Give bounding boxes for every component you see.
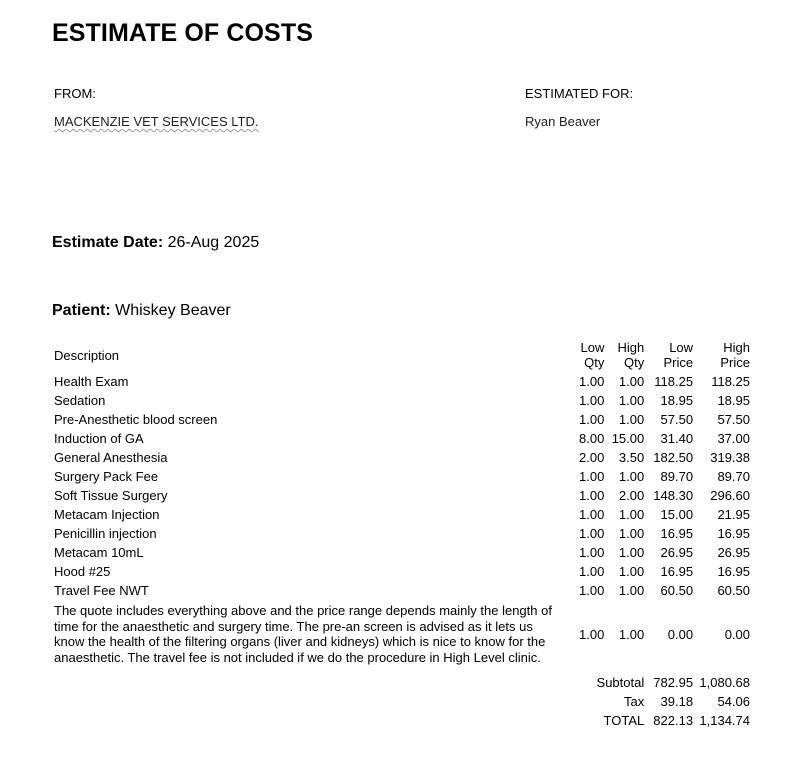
document-title: ESTIMATE OF COSTS bbox=[52, 19, 313, 47]
row-low-price: 18.95 bbox=[660, 393, 694, 408]
row-high-qty: 1.00 bbox=[618, 545, 645, 560]
row-low-qty: 1.00 bbox=[579, 626, 605, 642]
table-row bbox=[52, 448, 752, 467]
table-header-row bbox=[52, 338, 752, 372]
row-high-qty: 15.00 bbox=[611, 431, 645, 446]
row-low-price: 57.50 bbox=[660, 412, 694, 427]
row-low-price: 148.30 bbox=[653, 488, 694, 503]
row-low-price: 16.95 bbox=[660, 526, 694, 541]
row-high-qty: 2.00 bbox=[618, 488, 645, 503]
row-high-price: 37.00 bbox=[717, 431, 750, 446]
header-high-price-line1: High bbox=[723, 340, 750, 355]
header-low-qty bbox=[561, 338, 606, 372]
row-high-price: 89.70 bbox=[717, 469, 750, 484]
patient bbox=[52, 302, 231, 320]
row-high-price: 118.25 bbox=[711, 374, 750, 389]
row-low-price: 118.25 bbox=[654, 374, 694, 389]
row-description: Sedation bbox=[54, 393, 106, 408]
row-high-price: 26.95 bbox=[717, 545, 750, 560]
header-high-qty-line1: High bbox=[617, 340, 645, 355]
row-high-qty: 1.00 bbox=[618, 583, 645, 598]
row-description: Penicillin injection bbox=[54, 526, 157, 541]
from-value: MACKENZIE VET SERVICES LTD. bbox=[54, 114, 259, 129]
row-low-qty: 1.00 bbox=[579, 526, 605, 541]
row-high-price: 0.00 bbox=[724, 626, 750, 642]
row-low-qty: 1.00 bbox=[579, 412, 605, 427]
row-low-qty: 1.00 bbox=[579, 545, 605, 560]
row-low-qty: 1.00 bbox=[579, 488, 605, 503]
table-row bbox=[52, 467, 752, 486]
table-row-note bbox=[52, 600, 752, 668]
table-row bbox=[52, 410, 752, 429]
row-high-qty: 3.50 bbox=[618, 450, 645, 465]
row-description: Surgery Pack Fee bbox=[54, 469, 159, 484]
tax-low: 39.18 bbox=[660, 694, 694, 709]
header-low-price-line2: Price bbox=[663, 355, 694, 370]
table-row bbox=[52, 391, 752, 410]
row-high-price: 16.95 bbox=[717, 564, 750, 579]
row-high-qty: 1.00 bbox=[618, 412, 645, 427]
header-high-price-line2: Price bbox=[720, 355, 750, 370]
row-low-price: 182.50 bbox=[653, 450, 694, 465]
row-description: Hood #25 bbox=[54, 564, 111, 579]
row-low-qty: 1.00 bbox=[579, 469, 605, 484]
total-low: 822.13 bbox=[653, 713, 694, 728]
row-low-price: 26.95 bbox=[660, 545, 694, 560]
patient-label: Patient: bbox=[52, 302, 111, 319]
row-description: Metacam 10mL bbox=[54, 545, 144, 560]
row-description: Travel Fee NWT bbox=[54, 583, 149, 598]
row-low-qty: 1.00 bbox=[579, 507, 605, 522]
header-description: Description bbox=[54, 347, 120, 363]
row-high-qty: 1.00 bbox=[618, 626, 645, 642]
row-high-qty: 1.00 bbox=[618, 374, 645, 389]
row-low-price: 60.50 bbox=[660, 583, 694, 598]
table-row bbox=[52, 505, 752, 524]
total-label: TOTAL bbox=[603, 713, 645, 728]
row-high-price: 57.50 bbox=[717, 412, 750, 427]
header-low-qty-line1: Low bbox=[580, 340, 605, 355]
row-description: Induction of GA bbox=[54, 431, 144, 446]
row-low-qty: 1.00 bbox=[579, 583, 605, 598]
row-description: Soft Tissue Surgery bbox=[54, 488, 168, 503]
row-high-price: 21.95 bbox=[717, 507, 750, 522]
row-low-price: 16.95 bbox=[660, 564, 694, 579]
table-row bbox=[52, 486, 752, 505]
row-high-price: 60.50 bbox=[717, 583, 750, 598]
row-low-price: 15.00 bbox=[660, 507, 694, 522]
row-high-price: 18.95 bbox=[717, 393, 750, 408]
header-low-price bbox=[646, 338, 695, 372]
row-low-price: 0.00 bbox=[667, 626, 694, 642]
estimated-for-label: ESTIMATED FOR: bbox=[525, 86, 634, 101]
estimated-for-value: Ryan Beaver bbox=[525, 114, 601, 129]
table-row bbox=[52, 524, 752, 543]
header-low-qty-line2: Qty bbox=[584, 355, 605, 370]
row-description: General Anesthesia bbox=[54, 450, 168, 465]
header-low-price-line1: Low bbox=[669, 340, 694, 355]
estimate-date-value: 26-Aug 2025 bbox=[167, 234, 260, 251]
row-high-price: 16.95 bbox=[717, 526, 750, 541]
from-label: FROM: bbox=[54, 86, 96, 101]
row-high-qty: 1.00 bbox=[618, 393, 645, 408]
row-low-qty: 1.00 bbox=[579, 564, 605, 579]
patient-value: Whiskey Beaver bbox=[115, 302, 231, 319]
row-low-price: 89.70 bbox=[660, 469, 694, 484]
table-row bbox=[52, 581, 752, 600]
row-low-qty: 2.00 bbox=[579, 450, 605, 465]
estimate-date bbox=[52, 234, 259, 252]
tax-row bbox=[52, 692, 752, 711]
estimate-date-label: Estimate Date: bbox=[52, 234, 164, 251]
row-high-qty: 1.00 bbox=[618, 507, 645, 522]
row-high-qty: 1.00 bbox=[618, 469, 645, 484]
row-high-qty: 1.00 bbox=[618, 564, 645, 579]
table-row bbox=[52, 372, 752, 391]
header-high-qty bbox=[606, 338, 646, 372]
row-description: Health Exam bbox=[54, 374, 129, 389]
row-low-qty: 1.00 bbox=[579, 393, 605, 408]
row-high-price: 296.60 bbox=[710, 488, 750, 503]
row-note-description: The quote includes everything above and the price range depends mainly the length of time for the anaesthetic and surgery time. The pre-an screen is advised as it lets us know the health of the filtering organs (liver and kidneys) which is nice to know for the anaesthetic. The travel fee is not included if we do the procedure in High Level clinic. bbox=[54, 603, 552, 665]
row-low-qty: 8.00 bbox=[579, 431, 605, 446]
row-high-price: 319.38 bbox=[710, 450, 750, 465]
total-high: 1,134.74 bbox=[699, 713, 750, 728]
subtotal-row bbox=[52, 673, 752, 692]
table-row bbox=[52, 543, 752, 562]
tax-label: Tax bbox=[624, 694, 645, 709]
row-low-price: 31.40 bbox=[660, 431, 694, 446]
table-row bbox=[52, 429, 752, 448]
subtotal-label: Subtotal bbox=[596, 675, 645, 690]
subtotal-low: 782.95 bbox=[653, 675, 694, 690]
header-high-qty-line2: Qty bbox=[624, 355, 645, 370]
tax-high: 54.06 bbox=[717, 694, 750, 709]
row-description: Pre-Anesthetic blood screen bbox=[54, 412, 218, 427]
row-low-qty: 1.00 bbox=[579, 374, 605, 389]
total-row bbox=[52, 711, 752, 730]
header-high-price bbox=[695, 338, 752, 372]
estimate-table bbox=[52, 338, 752, 730]
subtotal-high: 1,080.68 bbox=[699, 675, 750, 690]
table-row bbox=[52, 562, 752, 581]
row-description: Metacam Injection bbox=[54, 507, 160, 522]
row-high-qty: 1.00 bbox=[618, 526, 645, 541]
